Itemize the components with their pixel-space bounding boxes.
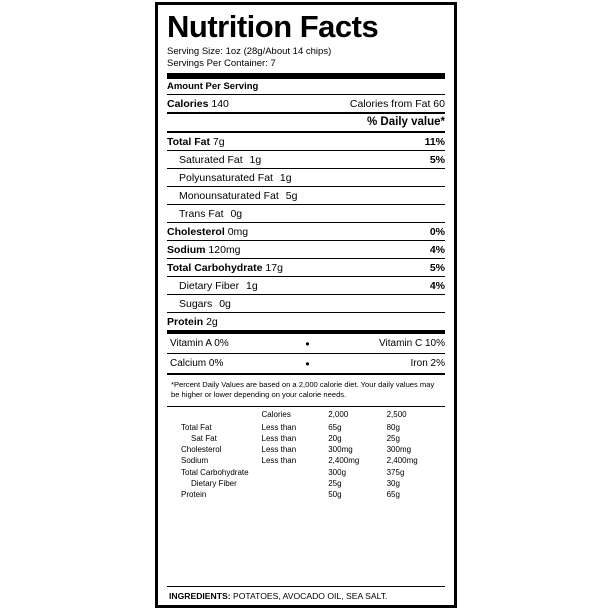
- dv-name: Sat Fat: [191, 434, 217, 444]
- table-row: [167, 151, 445, 168]
- dv-2000: 300mg: [328, 445, 353, 455]
- bullet-separator-icon: •: [305, 336, 310, 351]
- nutrition-facts-panel: [155, 2, 457, 608]
- page-title: Nutrition Facts: [167, 9, 379, 44]
- iron: Iron 2%: [410, 358, 445, 370]
- nutrient-dv: 4%: [429, 279, 445, 292]
- dv-2000: 300g: [328, 467, 347, 477]
- col-header-2000: 2,000: [328, 409, 349, 419]
- serving-size: Serving Size: 1oz (28g/About 14 chips): [167, 45, 332, 57]
- nutrient-name-amount: [179, 154, 261, 166]
- nutrient-name: Total Fat: [167, 135, 210, 148]
- nutrient-amount: 1g: [249, 153, 262, 166]
- nutrient-name-amount: [167, 226, 248, 238]
- nutrient-name: Sugars: [179, 297, 213, 310]
- dv-name: Cholesterol: [181, 445, 222, 455]
- vitamin-c: Vitamin C 10%: [379, 338, 445, 350]
- ingredients-text: POTATOES, AVOCADO OIL, SEA SALT.: [232, 590, 388, 601]
- calories-label: Calories: [167, 97, 209, 110]
- nutrient-dv: 5%: [429, 261, 445, 274]
- ingredients-label: INGREDIENTS:: [169, 590, 231, 601]
- dv-name: Total Carbohydrate: [181, 467, 249, 477]
- calories-from-fat: Calories from Fat 60: [349, 97, 445, 110]
- col-header-2500: 2,500: [386, 409, 407, 419]
- nutrient-amount: 0g: [230, 207, 243, 220]
- table-row: [167, 259, 445, 276]
- table-row: [167, 241, 445, 258]
- col-header-blank: [167, 409, 262, 422]
- dv-name: Sodium: [181, 456, 209, 466]
- dv-2000: 65g: [328, 422, 342, 432]
- dv-2500: 375g: [386, 467, 405, 477]
- dv-2000: 2,400mg: [328, 456, 360, 466]
- table-header-row: [167, 409, 445, 422]
- table-row: [167, 422, 445, 433]
- col-header-calories: Calories: [261, 409, 291, 419]
- nutrient-name: Polyunsaturated Fat: [179, 171, 273, 184]
- dv-less: [262, 478, 329, 489]
- nutrient-name: Dietary Fiber: [179, 279, 240, 292]
- nutrient-name-amount: [167, 136, 225, 148]
- ingredients-section: [167, 586, 445, 601]
- divider-thin: [167, 406, 445, 407]
- daily-value-table: [167, 409, 445, 500]
- table-row: [167, 313, 445, 330]
- amount-per-serving-label: Amount Per Serving: [167, 81, 259, 93]
- table-row: [167, 133, 445, 150]
- nutrient-amount: 0g: [219, 297, 231, 310]
- dv-2000: 20g: [328, 434, 342, 444]
- calories-value: 140: [211, 97, 229, 110]
- table-row: [167, 169, 445, 186]
- nutrient-name-amount: [179, 172, 292, 184]
- dv-2500: 300mg: [386, 445, 412, 455]
- table-row: [167, 478, 445, 489]
- ingredients: [167, 587, 445, 601]
- dv-name: Dietary Fiber: [191, 478, 237, 488]
- nutrient-dv: 0%: [429, 225, 445, 238]
- nutrient-rows: [167, 133, 445, 330]
- dv-2500: 30g: [386, 478, 400, 488]
- nutrient-name: Monounsaturated Fat: [179, 189, 279, 202]
- nutrient-name-amount: [179, 280, 258, 292]
- table-row: [167, 187, 445, 204]
- nutrient-amount: 1g: [279, 171, 292, 184]
- nutrient-name: Sodium: [167, 243, 206, 256]
- dv-less: Less than: [261, 445, 297, 455]
- table-row: [167, 433, 445, 444]
- calories-left: [167, 98, 229, 110]
- dv-2000: 50g: [328, 490, 342, 500]
- nutrient-dv: 5%: [429, 153, 445, 166]
- calories-row: [167, 95, 445, 112]
- dv-2500: 80g: [386, 422, 400, 432]
- nutrient-name: Trans Fat: [179, 207, 224, 220]
- nutrient-name: Total Carbohydrate: [167, 261, 263, 274]
- nutrient-name: Cholesterol: [167, 225, 225, 238]
- dv-less: Less than: [261, 456, 297, 466]
- table-row: [167, 489, 445, 500]
- dv-2500: 2,400mg: [386, 456, 418, 466]
- table-row: [167, 277, 445, 294]
- table-row: [167, 467, 445, 478]
- daily-value-footnote: *Percent Daily Values are based on a 2,000 calorie diet. Your daily values may be higher or lower depending on your calorie needs.: [171, 380, 435, 400]
- table-row: [167, 295, 445, 312]
- nutrient-amount: 1g: [246, 279, 258, 292]
- nutrient-name-amount: [179, 208, 242, 220]
- dv-2000: 25g: [328, 478, 342, 488]
- nutrient-amount: 17g: [265, 261, 283, 274]
- nutrient-name-amount: [167, 244, 241, 256]
- table-row: [167, 223, 445, 240]
- nutrient-dv: 4%: [429, 243, 445, 256]
- dv-2500: 65g: [386, 490, 400, 500]
- nutrient-amount: 5g: [285, 189, 298, 202]
- vitamin-a: Vitamin A 0%: [170, 338, 229, 350]
- dv-less: [262, 489, 329, 500]
- table-row: [167, 455, 445, 466]
- table-row: [167, 205, 445, 222]
- vitamin-row: [167, 334, 445, 353]
- nutrient-name: Protein: [167, 315, 204, 328]
- dv-2500: 25g: [386, 434, 400, 444]
- bullet-separator-icon: •: [305, 356, 310, 371]
- nutrient-dv: 11%: [424, 135, 445, 148]
- nutrient-amount: 120mg: [208, 243, 241, 256]
- nutrient-name-amount: [167, 262, 283, 274]
- nutrient-name-amount: [179, 190, 297, 202]
- table-row: [167, 444, 445, 455]
- daily-value-header: % Daily value*: [367, 116, 445, 129]
- calcium: Calcium 0%: [170, 358, 224, 370]
- servings-per-container: Servings Per Container: 7: [167, 57, 276, 69]
- dv-name: Protein: [181, 490, 207, 500]
- dv-less: Less than: [261, 422, 297, 432]
- nutrient-amount: 7g: [212, 135, 225, 148]
- nutrient-amount: 2g: [206, 315, 218, 328]
- nutrient-name-amount: [179, 298, 231, 310]
- dv-less: [262, 467, 329, 478]
- dv-name: Total Fat: [181, 422, 212, 432]
- nutrient-name: Saturated Fat: [179, 153, 243, 166]
- vitamin-row: [167, 354, 445, 373]
- nutrient-name-amount: [167, 316, 218, 328]
- dv-less: Less than: [261, 434, 297, 444]
- nutrient-amount: 0mg: [227, 225, 249, 238]
